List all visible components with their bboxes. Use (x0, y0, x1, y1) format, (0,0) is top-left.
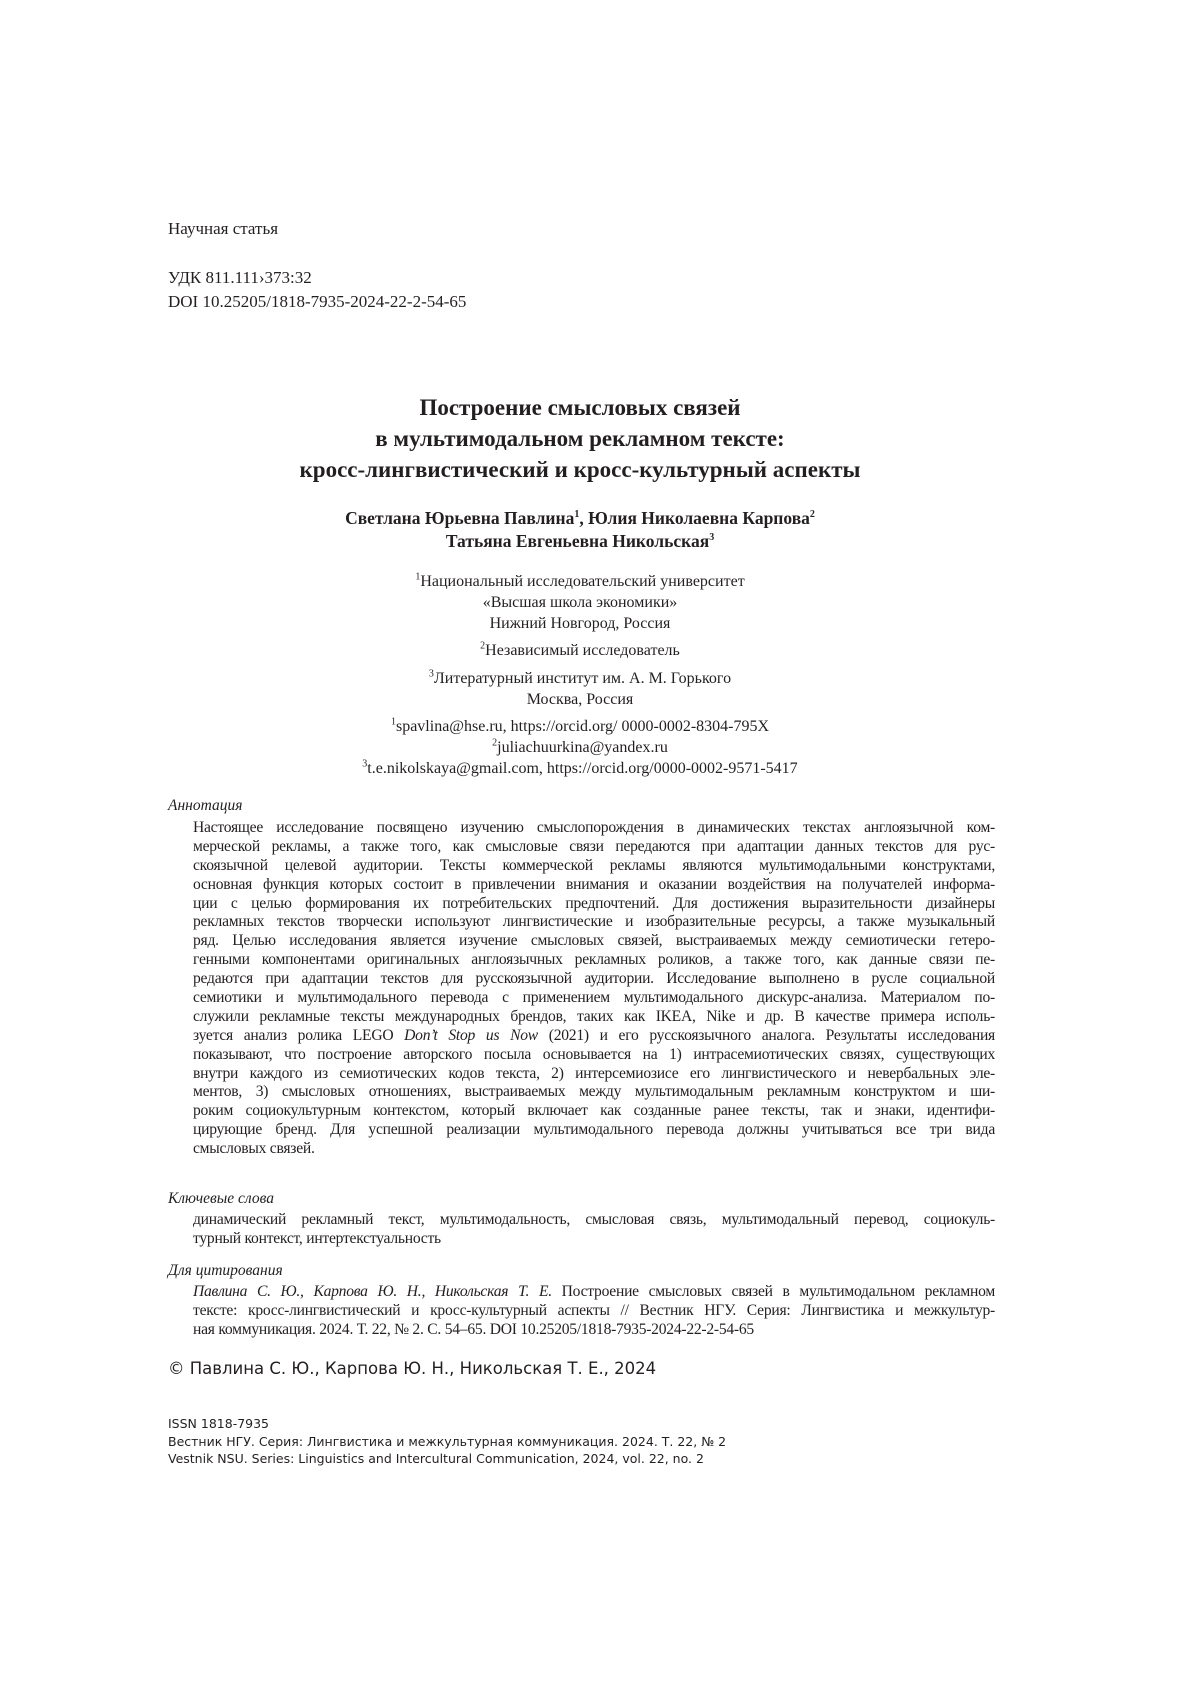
abstract-line: рекламных текстов творчески используют лингвистические и изобразительные ресурсы, а также музыкальный (193, 913, 995, 932)
affiliation-2 (0, 642, 1160, 660)
journal-ru: Вестник НГУ. Серия: Лингвистика и межкультурная коммуникация. 2024. Т. 22, № 2 (168, 1434, 726, 1449)
abstract-body (193, 819, 995, 1159)
contact-text[interactable]: t.e.nikolskaya@gmail.com, https://orcid.org/0000-0002-9571-5417 (367, 760, 797, 777)
issn: ISSN 1818-7935 (168, 1416, 269, 1431)
abstract-text: зуется анализ ролика LEGO (193, 1027, 404, 1044)
journal-en: Vestnik NSU. Series: Linguistics and Intercultural Communication, 2024, vol. 22, no. 2 (168, 1451, 704, 1466)
abstract-line: генными компонентами оригинальных англоязычных рекламных роликов, а также того, как данные связи пе- (193, 951, 995, 970)
citation-line: тексте: кросс-лингвистический и кросс-культурный аспекты // Вестник НГУ. Серия: Лингвистика и межкультур- (193, 1302, 995, 1321)
citation-label: Для цитирования (168, 1262, 283, 1280)
abstract-line: показывают, что построение авторского посыла основывается на 1) интрасемиотических связях, существующих (193, 1046, 995, 1065)
sup: 1 (415, 572, 420, 583)
sup: 2 (492, 738, 497, 749)
authors-line-2 (0, 531, 1160, 552)
abstract-line: ментов, 3) смысловых отношениях, выстраиваемых между мультимодальным рекламным конструктом и ши- (193, 1083, 995, 1102)
abstract-line: семиотики и мультимодального перевода с применением мультимодального дискурс-анализа. Материалом по- (193, 989, 995, 1008)
sup: 1 (391, 717, 396, 728)
abstract-line: роким социокультурным контекстом, который включает как созданные ранее тексты, так и знаки, идентифи- (193, 1102, 995, 1121)
abstract-italic: Don’t Stop us Now (404, 1027, 538, 1044)
abstract-line: ции с целью формирования их потребительских предпочтений. Для достижения выразительности дизайнеры (193, 895, 995, 914)
contact-text[interactable]: juliachuurkina@yandex.ru (497, 739, 668, 756)
paper-page (0, 0, 1200, 1697)
copyright: © Павлина С. Ю., Карпова Ю. Н., Никольская Т. Е., 2024 (168, 1359, 656, 1378)
author-2: Юлия Николаевна Карпова (588, 508, 810, 528)
author-1: Светлана Юрьевна Павлина (345, 508, 574, 528)
keywords-label: Ключевые слова (168, 1190, 274, 1208)
citation-body (193, 1283, 995, 1340)
abstract-line: цирующие бренд. Для успешной реализации мультимодального перевода должны учитываться все три вида (193, 1121, 995, 1140)
abstract-label: Аннотация (168, 797, 242, 815)
title-line-1: Построение смысловых связей (0, 395, 1160, 421)
aff-text: Национальный исследовательский университет (420, 573, 744, 590)
keywords-body (193, 1211, 995, 1249)
abstract-text: (2021) и его русскоязычного аналога. Результаты исследования (538, 1027, 995, 1044)
abstract-line: ряд. Целью исследования является изучение смысловых связей, выстраиваемых между семиотически гетеро- (193, 932, 995, 951)
aff-text: Литературный институт им. А. М. Горького (434, 670, 731, 687)
sup: 3 (709, 532, 714, 543)
citation-line (193, 1283, 995, 1302)
contact-1 (0, 718, 1160, 736)
affiliation-1-line-2: «Высшая школа экономики» (0, 594, 1160, 612)
abstract-line: редаются при адаптации текстов для русскоязычной аудитории. Исследование выполнено в русле социальной (193, 970, 995, 989)
affiliation-1 (0, 573, 1160, 591)
article-type: Научная статья (168, 219, 278, 239)
abstract-line: мерческой рекламы, а также того, как смысловые связи передаются при адаптации данных текстов для рус- (193, 838, 995, 857)
abstract-line: служили рекламные тексты международных брендов, таких как IKEA, Nike и др. В качестве примера исполь- (193, 1008, 995, 1027)
title-line-3: кросс-лингвистический и кросс-культурный аспекты (0, 457, 1160, 483)
author-3: Татьяна Евгеньевна Никольская (446, 531, 709, 551)
title-line-2: в мультимодальном рекламном тексте: (0, 426, 1160, 452)
doi: DOI 10.25205/1818-7935-2024-22-2-54-65 (168, 292, 466, 312)
aff-text: Независимый исследователь (485, 642, 680, 659)
abstract-line: скоязычной целевой аудитории. Тексты коммерческой рекламы являются мультимодальными конструктами, (193, 857, 995, 876)
affiliation-3-line-2: Москва, Россия (0, 691, 1160, 709)
affiliation-1-line-3: Нижний Новгород, Россия (0, 615, 1160, 633)
citation-authors: Павлина С. Ю., Карпова Ю. Н., Никольская Т. Е. (193, 1283, 552, 1300)
sup: 2 (810, 509, 815, 520)
abstract-line: основная функция которых состоит в привлечении внимания и оказании воздействия на получателей информа- (193, 876, 995, 895)
abstract-line: Настоящее исследование посвящено изучению смыслопорождения в динамических текстах англоязычной ком- (193, 819, 995, 838)
citation-text: Построение смысловых связей в мультимодальном рекламном (552, 1283, 995, 1300)
contact-2 (0, 739, 1160, 757)
abstract-line: внутри каждого из семиотических кодов текста, 2) интерсемиозисе его лингвистического и невербальных эле- (193, 1065, 995, 1084)
affiliation-3 (0, 670, 1160, 688)
abstract-line (193, 1027, 995, 1046)
authors-line-1 (0, 508, 1160, 529)
sup: 2 (480, 641, 485, 652)
sep: , (579, 508, 588, 528)
sup: 3 (362, 759, 367, 770)
contact-3 (0, 760, 1160, 778)
sup: 1 (574, 509, 579, 520)
abstract-line: смысловых связей. (193, 1140, 995, 1159)
keywords-line: динамический рекламный текст, мультимодальность, смысловая связь, мультимодальный перевод, социокуль- (193, 1211, 995, 1230)
udk: УДК 811.111›373:32 (168, 268, 312, 288)
sup: 3 (429, 669, 434, 680)
citation-line: ная коммуникация. 2024. Т. 22, № 2. С. 54–65. DOI 10.25205/1818-7935-2024-22-2-54-65 (193, 1321, 995, 1340)
keywords-line: турный контекст, интертекстуальность (193, 1230, 995, 1249)
contact-text[interactable]: spavlina@hse.ru, https://orcid.org/ 0000-0002-8304-795X (396, 718, 769, 735)
